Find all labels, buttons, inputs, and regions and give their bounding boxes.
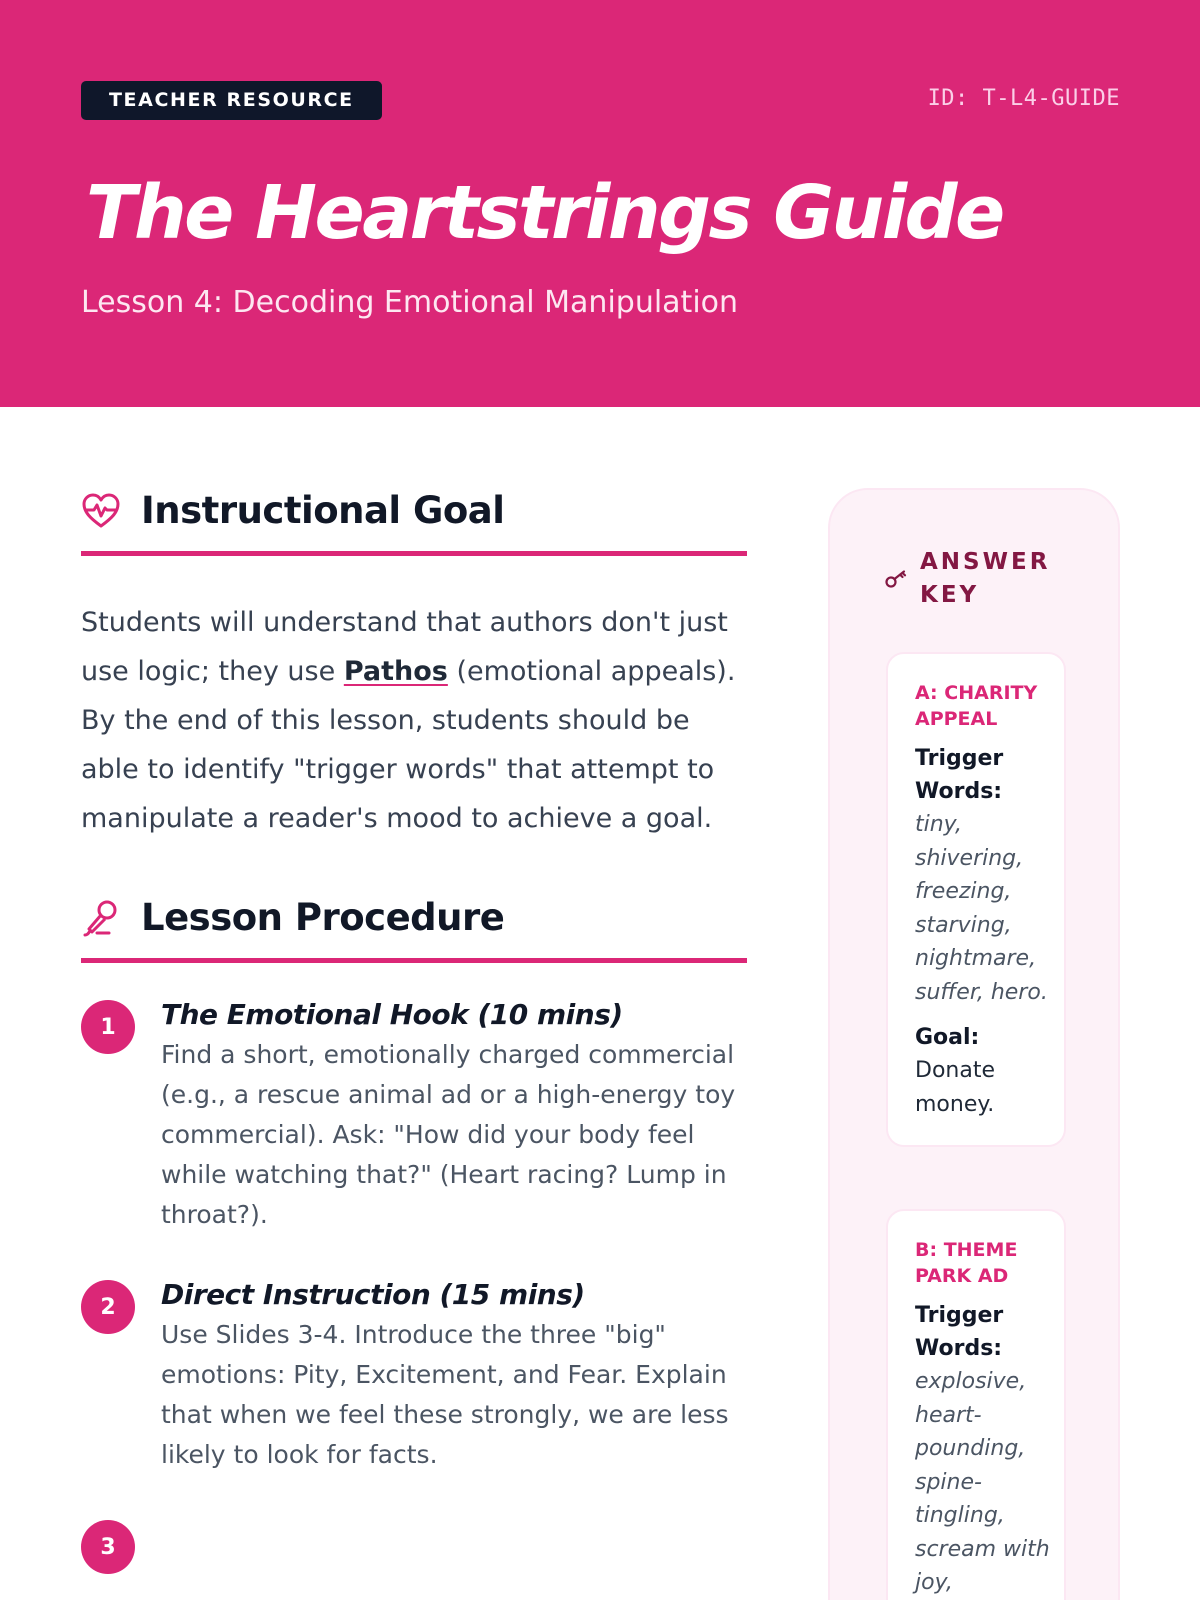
main-content xyxy=(81,470,747,1574)
step-text: Find a short, emotionally charged commercial (e.g., a rescue animal ad or a high-energy toy commercial). Ask: "How did your body feel while watching that?" (Heart racing? Lump in throat?). xyxy=(161,1040,736,1229)
goal-value: Donate money. xyxy=(915,1058,995,1117)
goal-section xyxy=(81,470,747,843)
answer-card xyxy=(886,652,1066,1147)
goal-section-header xyxy=(81,470,747,556)
card-label: A: CHARITY APPEAL xyxy=(915,682,1038,730)
step-body xyxy=(161,1515,747,1574)
step-number: 3 xyxy=(81,1520,135,1574)
microphone-icon xyxy=(81,898,121,938)
answer-key-header xyxy=(884,546,1050,612)
step-text: Use Slides 3-4. Introduce the three "big" emotions: Pity, Excitement, and Fear. Explain that when we feel these strongly, we are less likely to look for facts. xyxy=(161,1320,729,1469)
trigger-words-label: Trigger Words: xyxy=(915,1303,1004,1361)
page-title: The Heartstrings Guide xyxy=(86,170,1003,256)
procedure-step xyxy=(81,995,747,1235)
trigger-words: explosive, heart-pounding, spine-tingling, scream with joy, xyxy=(915,1369,1050,1595)
goal-paragraph xyxy=(81,598,747,843)
procedure-step xyxy=(81,1275,747,1475)
answer-key-panel xyxy=(828,488,1120,1600)
step-number: 1 xyxy=(81,1000,135,1054)
page-subtitle: Lesson 4: Decoding Emotional Manipulation xyxy=(81,285,739,320)
card-label: B: THEME PARK AD xyxy=(915,1239,1018,1287)
goal-heading: Instructional Goal xyxy=(141,489,505,532)
goal-text-after: (emotional appeals). By the end of this lesson, students should be able to identify "trigger words" that attempt to manipulate a reader's mood to achieve a goal. xyxy=(81,656,736,834)
step-body xyxy=(161,995,747,1235)
procedure-step xyxy=(81,1515,747,1574)
goal-text-before: Students will understand that authors don't just use logic; they use xyxy=(81,607,728,687)
heart-pulse-icon xyxy=(81,491,121,531)
answer-card xyxy=(886,1209,1066,1600)
trigger-words: tiny, shivering, freezing, starving, nightmare, suffer, hero. xyxy=(915,812,1048,1005)
document-id: ID: T-L4-GUIDE xyxy=(927,86,1120,111)
key-icon xyxy=(884,567,908,591)
step-title: Direct Instruction (15 mins) xyxy=(161,1278,585,1311)
step-number: 2 xyxy=(81,1280,135,1334)
procedure-section-header xyxy=(81,877,747,963)
resource-badge: TEACHER RESOURCE xyxy=(81,81,382,120)
goal-label: Goal: xyxy=(915,1025,980,1050)
procedure-steps xyxy=(81,995,747,1574)
trigger-words-label: Trigger Words: xyxy=(915,746,1004,804)
procedure-section xyxy=(81,877,747,1574)
answer-key-title: ANSWER KEY xyxy=(920,549,1051,608)
procedure-heading: Lesson Procedure xyxy=(141,896,505,939)
pathos-keyword: Pathos xyxy=(343,656,448,687)
step-title: The Emotional Hook (10 mins) xyxy=(161,998,623,1031)
page-header xyxy=(0,0,1200,407)
step-body xyxy=(161,1275,747,1475)
